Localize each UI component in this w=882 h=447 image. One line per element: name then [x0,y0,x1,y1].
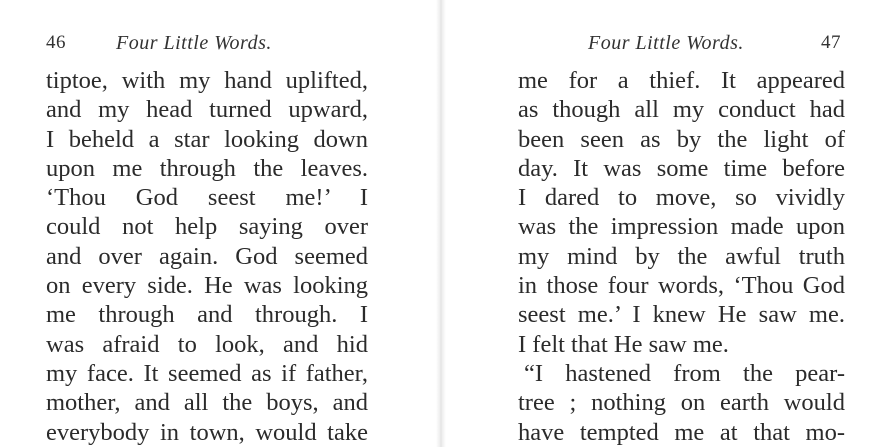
text-line: my face. It seemed as if father, [46,359,368,387]
text-line: have tempted me at that mo- [518,418,845,446]
right-page-number: 47 [821,32,841,53]
text-line: was afraid to look, and hid [46,330,368,358]
text-line: day. It was some time before [518,154,845,182]
text-line: tree ; nothing on earth would [518,389,845,417]
text-line: could not help saying over [46,213,368,241]
left-body-text [46,66,368,447]
text-line: been seen as by the light of [518,125,845,153]
text-line: ‘Thou God seest me!’ I [46,184,368,212]
left-running-head [0,30,441,56]
left-page-number: 46 [46,32,66,53]
text-line: I felt that He saw me. [518,330,729,358]
text-line: my mind by the awful truth [518,242,845,270]
text-line: “I hastened from the pear- [524,359,845,387]
text-line: tiptoe, with my hand uplifted, [46,67,368,94]
text-line: and over again. God seemed [46,242,368,270]
text-line: as though all my conduct had [518,96,845,124]
right-running-title: Four Little Words. [588,32,744,54]
right-page [441,0,882,447]
text-line: seest me.’ I knew He saw me. [518,301,845,329]
text-line: upon me through the leaves. [46,154,368,182]
text-line: I dared to move, so vividly [518,184,845,212]
text-line: was the impression made upon [518,213,845,241]
right-running-head [441,30,882,56]
text-line: on every side. He was looking [46,272,368,300]
text-line: me through and through. I [46,301,368,329]
left-running-title: Four Little Words. [116,32,272,54]
text-line: everybody in town, would take [46,418,368,446]
text-line: me for a thief. It appeared [518,67,845,94]
text-line: and my head turned upward, [46,96,368,124]
right-body-text [518,66,845,447]
text-line: mother, and all the boys, and [46,389,368,417]
text-line: in those four words, ‘Thou God [518,272,845,300]
text-line: I beheld a star looking down [46,125,368,153]
